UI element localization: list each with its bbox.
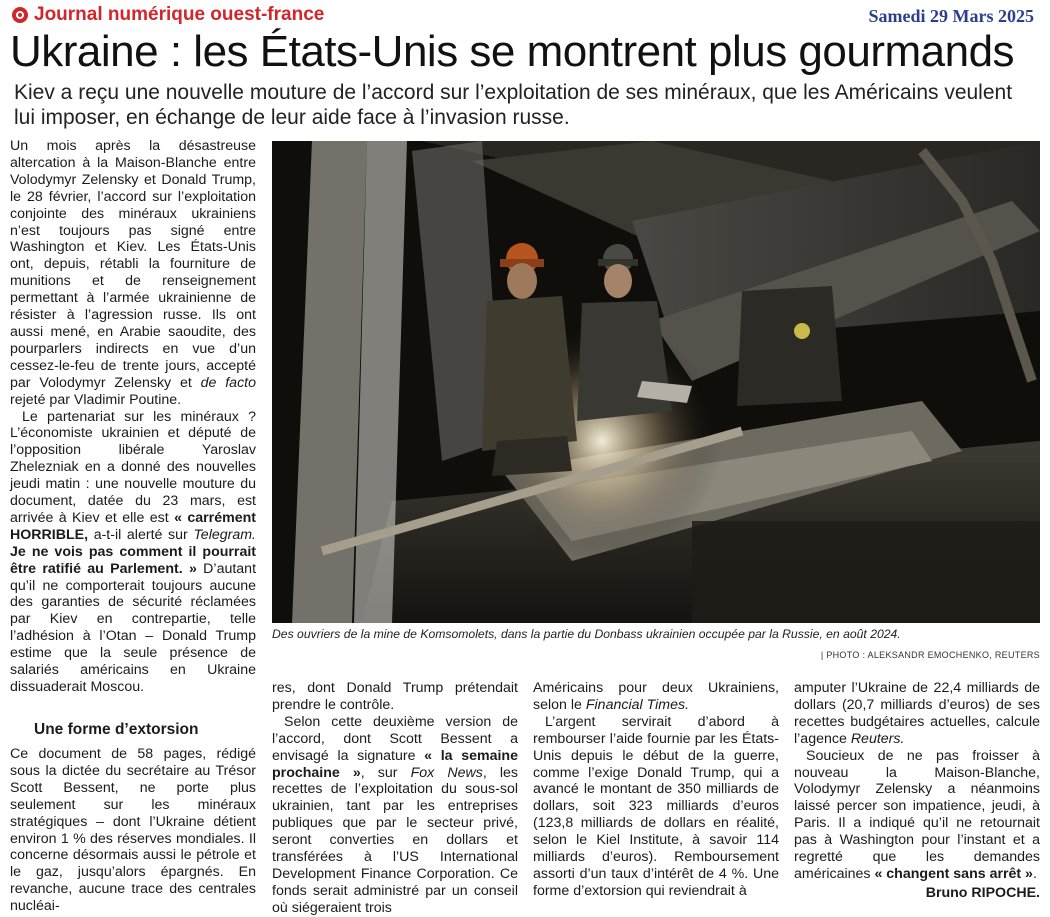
standfirst: Kiev a reçu une nouvelle mouture de l’accord sur l’exploitation de ses minéraux, que les Américains veulent lui imposer, en échange de leur aide face à l’invasion russe. — [14, 81, 1013, 129]
subheading: Une forme d’extorsion — [34, 721, 199, 738]
paragraph: Soucieux de ne pas froisser à nouveau la Maison-Blanche, Volodymyr Zelensky a néanmoins laissé percer son impatience, jeudi, à Paris. Il a indiqué qu’il ne retournait pas à Washington pour l’instant et a regretté que les demandes américaines « changent sans arrêt ». — [794, 747, 1040, 882]
ouest-france-logo-icon — [12, 7, 28, 23]
paragraph: Ce document de 58 pages, rédigé sous la dictée du secrétaire au Trésor Scott Bessent, ne porte plus seulement sur les minéraux stratégiques – dont l’Ukraine détient environ 1 % des réserves mondiales. Il concerne désormais aussi le pétrole et le gaz, jusqu’alors épargnés. En revanche, aucune trace des centrales nucléai- — [10, 746, 256, 915]
mine-workers-photo — [272, 141, 1040, 623]
paragraph: amputer l’Ukraine de 22,4 milliards de dollars (20,7 milliards d’euros) de ses recettes budgétaires actuelles, calcule l’agence Reuters. — [794, 680, 1040, 747]
column-2 — [272, 680, 518, 917]
photo-caption: Des ouvriers de la mine de Komsomolets, dans la partie du Donbass ukrainien occupée par la Russie, en août 2024. — [272, 627, 901, 641]
byline: Bruno RIPOCHE. — [925, 884, 1040, 901]
issue-date: Samedi 29 Mars 2025 — [868, 6, 1034, 26]
brand[interactable] — [12, 4, 324, 26]
photo-credit: | PHOTO : ALEKSANDR EMOCHENKO, REUTERS — [820, 650, 1040, 660]
column-4 — [794, 680, 1040, 902]
paragraph: Américains pour deux Ukrainiens, selon le Financial Times. — [533, 680, 779, 713]
column-1 — [10, 138, 256, 696]
paragraph: L’argent servirait d’abord à rembourser l’aide fournie par les États-Unis depuis le début de la guerre, comme l’exige Donald Trump, qui a avancé le montant de 350 milliards de dollars, soit 323 milliards d’euros (123,8 milliards de dollars en réalité, selon le Kiel Institute, à savoir 114 milliards d’euros). Remboursement assorti d’un taux d’intérêt de 4 %. Une forme d’extorsion qui reviendrait à — [533, 713, 779, 899]
column-3 — [533, 680, 779, 900]
brand-name: Journal numérique ouest-france — [34, 4, 325, 25]
masthead — [12, 4, 1042, 28]
article-photo[interactable] — [272, 141, 1040, 623]
headline: Ukraine : les États-Unis se montrent plus gourmands — [10, 27, 1015, 76]
paragraph: Selon cette deuxième version de l’accord, dont Scott Bessent a envisagé la signature « la semaine prochaine », sur Fox News, les recettes de l’exploitation du sous-sol ukrainien, tant par les entreprises publiques que par le secteur privé, seront converties en dollars et transférées à l’US International Development Finance Corporation. Ce fonds serait administré par un conseil où siégeraient trois — [272, 713, 518, 916]
column-1-continued — [10, 746, 256, 915]
paragraph: Le partenariat sur les minéraux ? L’économiste ukrainien et député de l’opposition libérale Yaroslav Zhelezniak en a donné des nouvelles jeudi matin : une nouvelle mouture du document, datée du 23 mars, est arrivée à Kiev et elle est « carrément HORRIBLE, a-t-il alerté sur Telegram. Je ne vois pas comment il pourrait être ratifié au Parlement. » D’autant qu’il ne comporterait toujours aucune des garanties de sécurité réclamées par Kiev en contrepartie, telle l’adhésion à l’Otan – Donald Trump estime que la seule présence de salariés américains en Ukraine dissuaderait Moscou. — [10, 408, 257, 695]
paragraph: res, dont Donald Trump prétendait prendre le contrôle. — [272, 680, 518, 713]
paragraph: Un mois après la désastreuse altercation à la Maison-Blanche entre Volodymyr Zelensky et Donald Trump, le 28 février, l’accord sur l’exploitation conjointe des minéraux ukrainiens n’est toujours pas signé entre Washington et Kiev. Les États-Unis ont, depuis, rétabli la fourniture de munitions et de renseignement permettant à l’armée ukrainienne de résister à l’agression russe. Ils ont aussi mené, en Arabie saoudite, des pourparlers indirects en vue d’un cessez-le-feu de trente jours, accepté par Volodymyr Zelensky et de facto rejeté par Vladimir Poutine. — [10, 138, 256, 408]
